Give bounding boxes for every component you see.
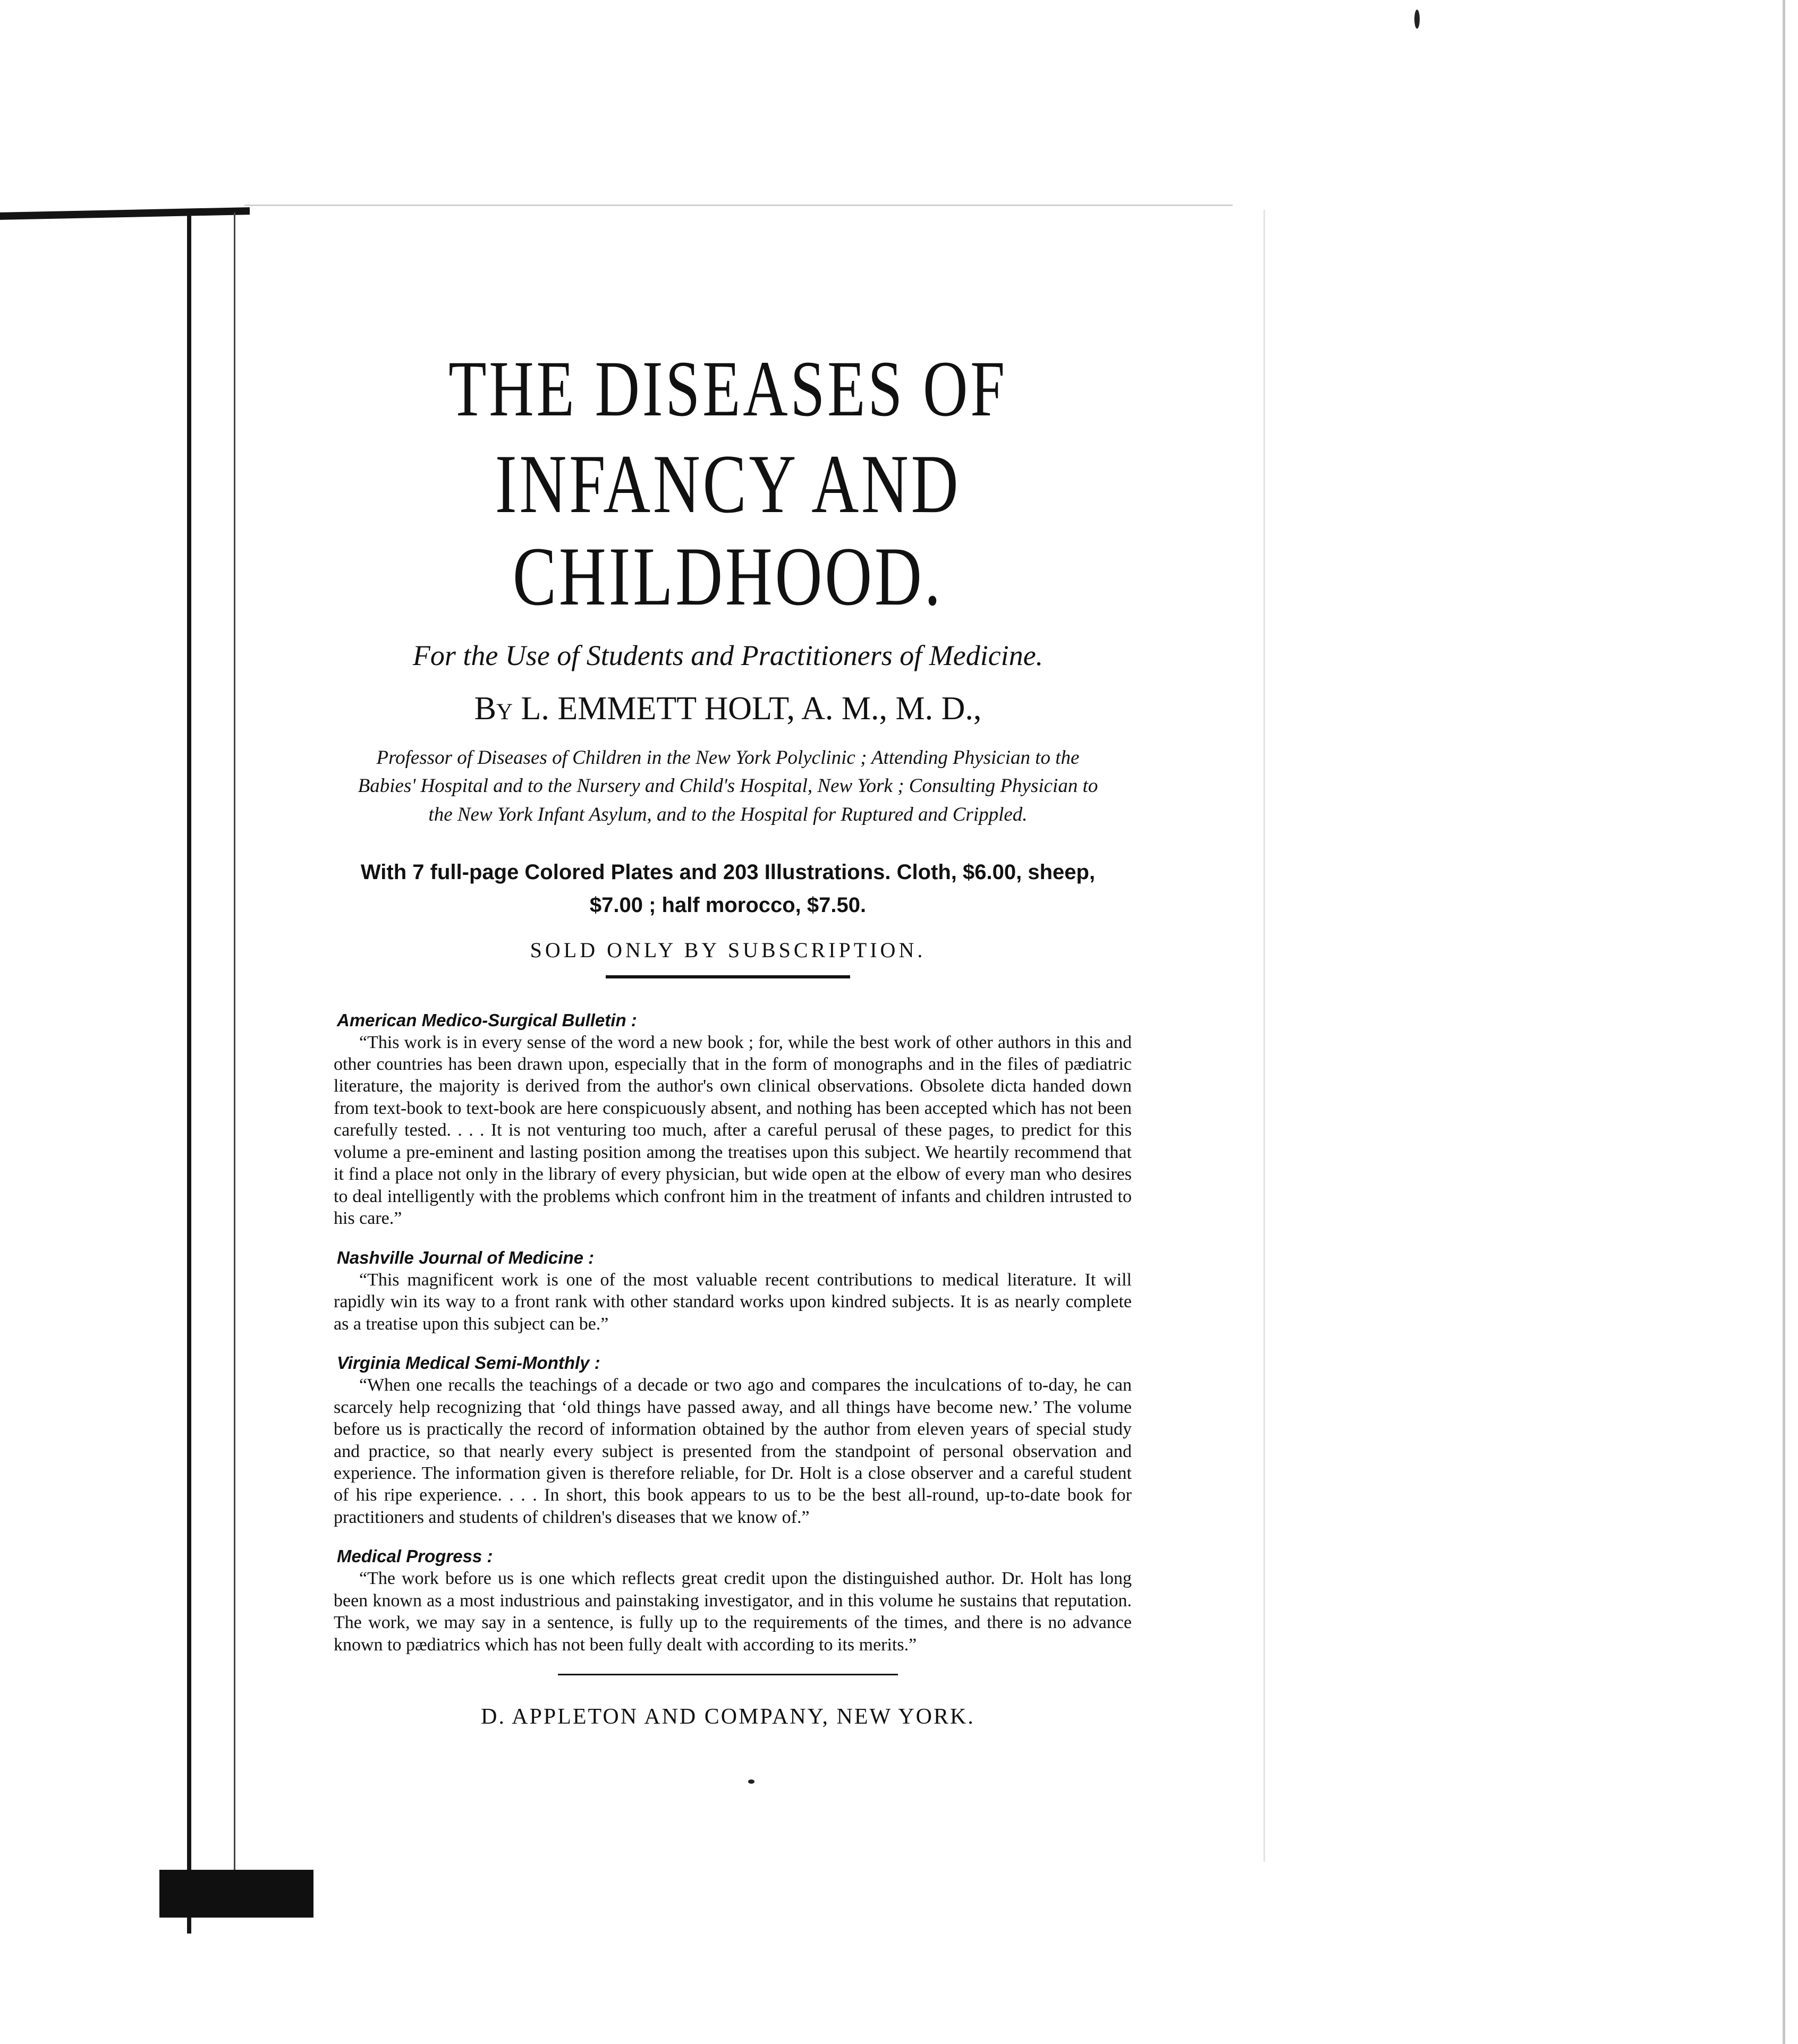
byline-prefix: By <box>474 690 513 727</box>
scan-edge-top <box>0 207 250 220</box>
review-quote: “When one recalls the teachings of a decade or two ago and compares the inculcations of to-day, he can scarcely help recognizing that ‘old things have passed away, and all things have become new.’ The volume before us is practically the record of information obtained by the author from eleven years of special study and practice, so that nearly every subject is presented from the standpoint of personal observation and experience. The information given is therefore reliable, for Dr. Holt is a close observer and a careful student of his ripe experience. . . . In short, this book appears to us to be the best all-round, up-to-date book for practitioners and students of children's diseases that we know of.” <box>334 1375 1132 1527</box>
sold-notice: SOLD ONLY BY SUBSCRIPTION. <box>530 938 926 962</box>
publisher: D. APPLETON AND COMPANY, NEW YORK. <box>481 1705 975 1730</box>
edition-details: With 7 full-page Colored Plates and 203 Illustrations. Cloth, $6.00, sheep, $7.00 ; half morocco, $7.50. <box>360 860 1096 917</box>
scan-edge-top-thin <box>244 205 1233 206</box>
author-credentials: Professor of Diseases of Children in the New York Polyclinic ; Attending Physician to the Babies' Hospital and to the Nursery and Child's Hospital, New York ; Consulting Physician to the New York Infant Asylum, and to the Hospital for Ruptured and Crippled. <box>358 746 1098 825</box>
scan-edge-left-inner <box>234 212 235 1870</box>
review-quote: “This magnificent work is one of the most valuable recent contributions to medical literature. It will rapidly win its way to a front rank with other standard works upon kindred subjects. It is as nearly complete as a treatise upon this subject can be.” <box>334 1270 1132 1334</box>
divider <box>606 975 850 978</box>
scan-edge-left <box>187 212 191 1934</box>
review-source: American Medico-Surgical Bulletin : <box>337 1010 637 1030</box>
review-item <box>334 1248 1132 1335</box>
subtitle: For the Use of Students and Practitioners of Medicine. <box>412 639 1044 671</box>
review-item <box>334 1353 1132 1528</box>
scan-edge-bottom-block <box>159 1870 313 1918</box>
review-source: Virginia Medical Semi-Monthly : <box>337 1353 600 1373</box>
byline <box>319 690 1137 728</box>
scan-speck <box>1414 10 1420 29</box>
divider <box>558 1674 898 1675</box>
review-item <box>334 1010 1132 1230</box>
scan-edge-page-right <box>1263 210 1265 1862</box>
review-item <box>334 1546 1132 1656</box>
author-name: L. EMMETT HOLT, A. M., M. D., <box>521 690 982 727</box>
scan-edge-right <box>1783 0 1785 2044</box>
review-quote: “This work is in every sense of the word a new book ; for, while the best work of other authors in this and other countries has been drawn upon, especially that in the form of monographs and in the files of pædiatric literature, the majority is derived from the author's own clinical observations. Obsolete dicta handed down from text-book to text-book are here conspicuously absent, and nothing has been accepted which has not been carefully tested. . . . It is not venturing too much, after a careful perusal of these pages, to predict for this volume a pre-eminent and lasting position among the treatises upon this subject. We heartily recommend that it find a place not only in the library of every physician, but wide open at the elbow of every man who desires to deal intelligently with the problems which confront him in the treatment of infants and children intrusted to his care.” <box>334 1032 1132 1229</box>
review-source: Medical Progress : <box>337 1546 493 1566</box>
review-quote: “The work before us is one which reflects great credit upon the distinguished author. Dr. Holt has long been known as a most industrious and painstaking investigator, and in this volume he sustains that reputation. The work, we may say in a sentence, is fully up to the requirements of the times, and there is no advance known to pædiatrics which has not been fully dealt with according to its merits.” <box>334 1569 1132 1655</box>
title-line-2: INFANCY AND CHILDHOOD. <box>495 438 961 623</box>
title-line-1: THE DISEASES OF <box>448 345 1007 433</box>
review-source: Nashville Journal of Medicine : <box>337 1247 595 1267</box>
advertisement-page <box>319 345 1137 1833</box>
reviews <box>319 1010 1137 1656</box>
